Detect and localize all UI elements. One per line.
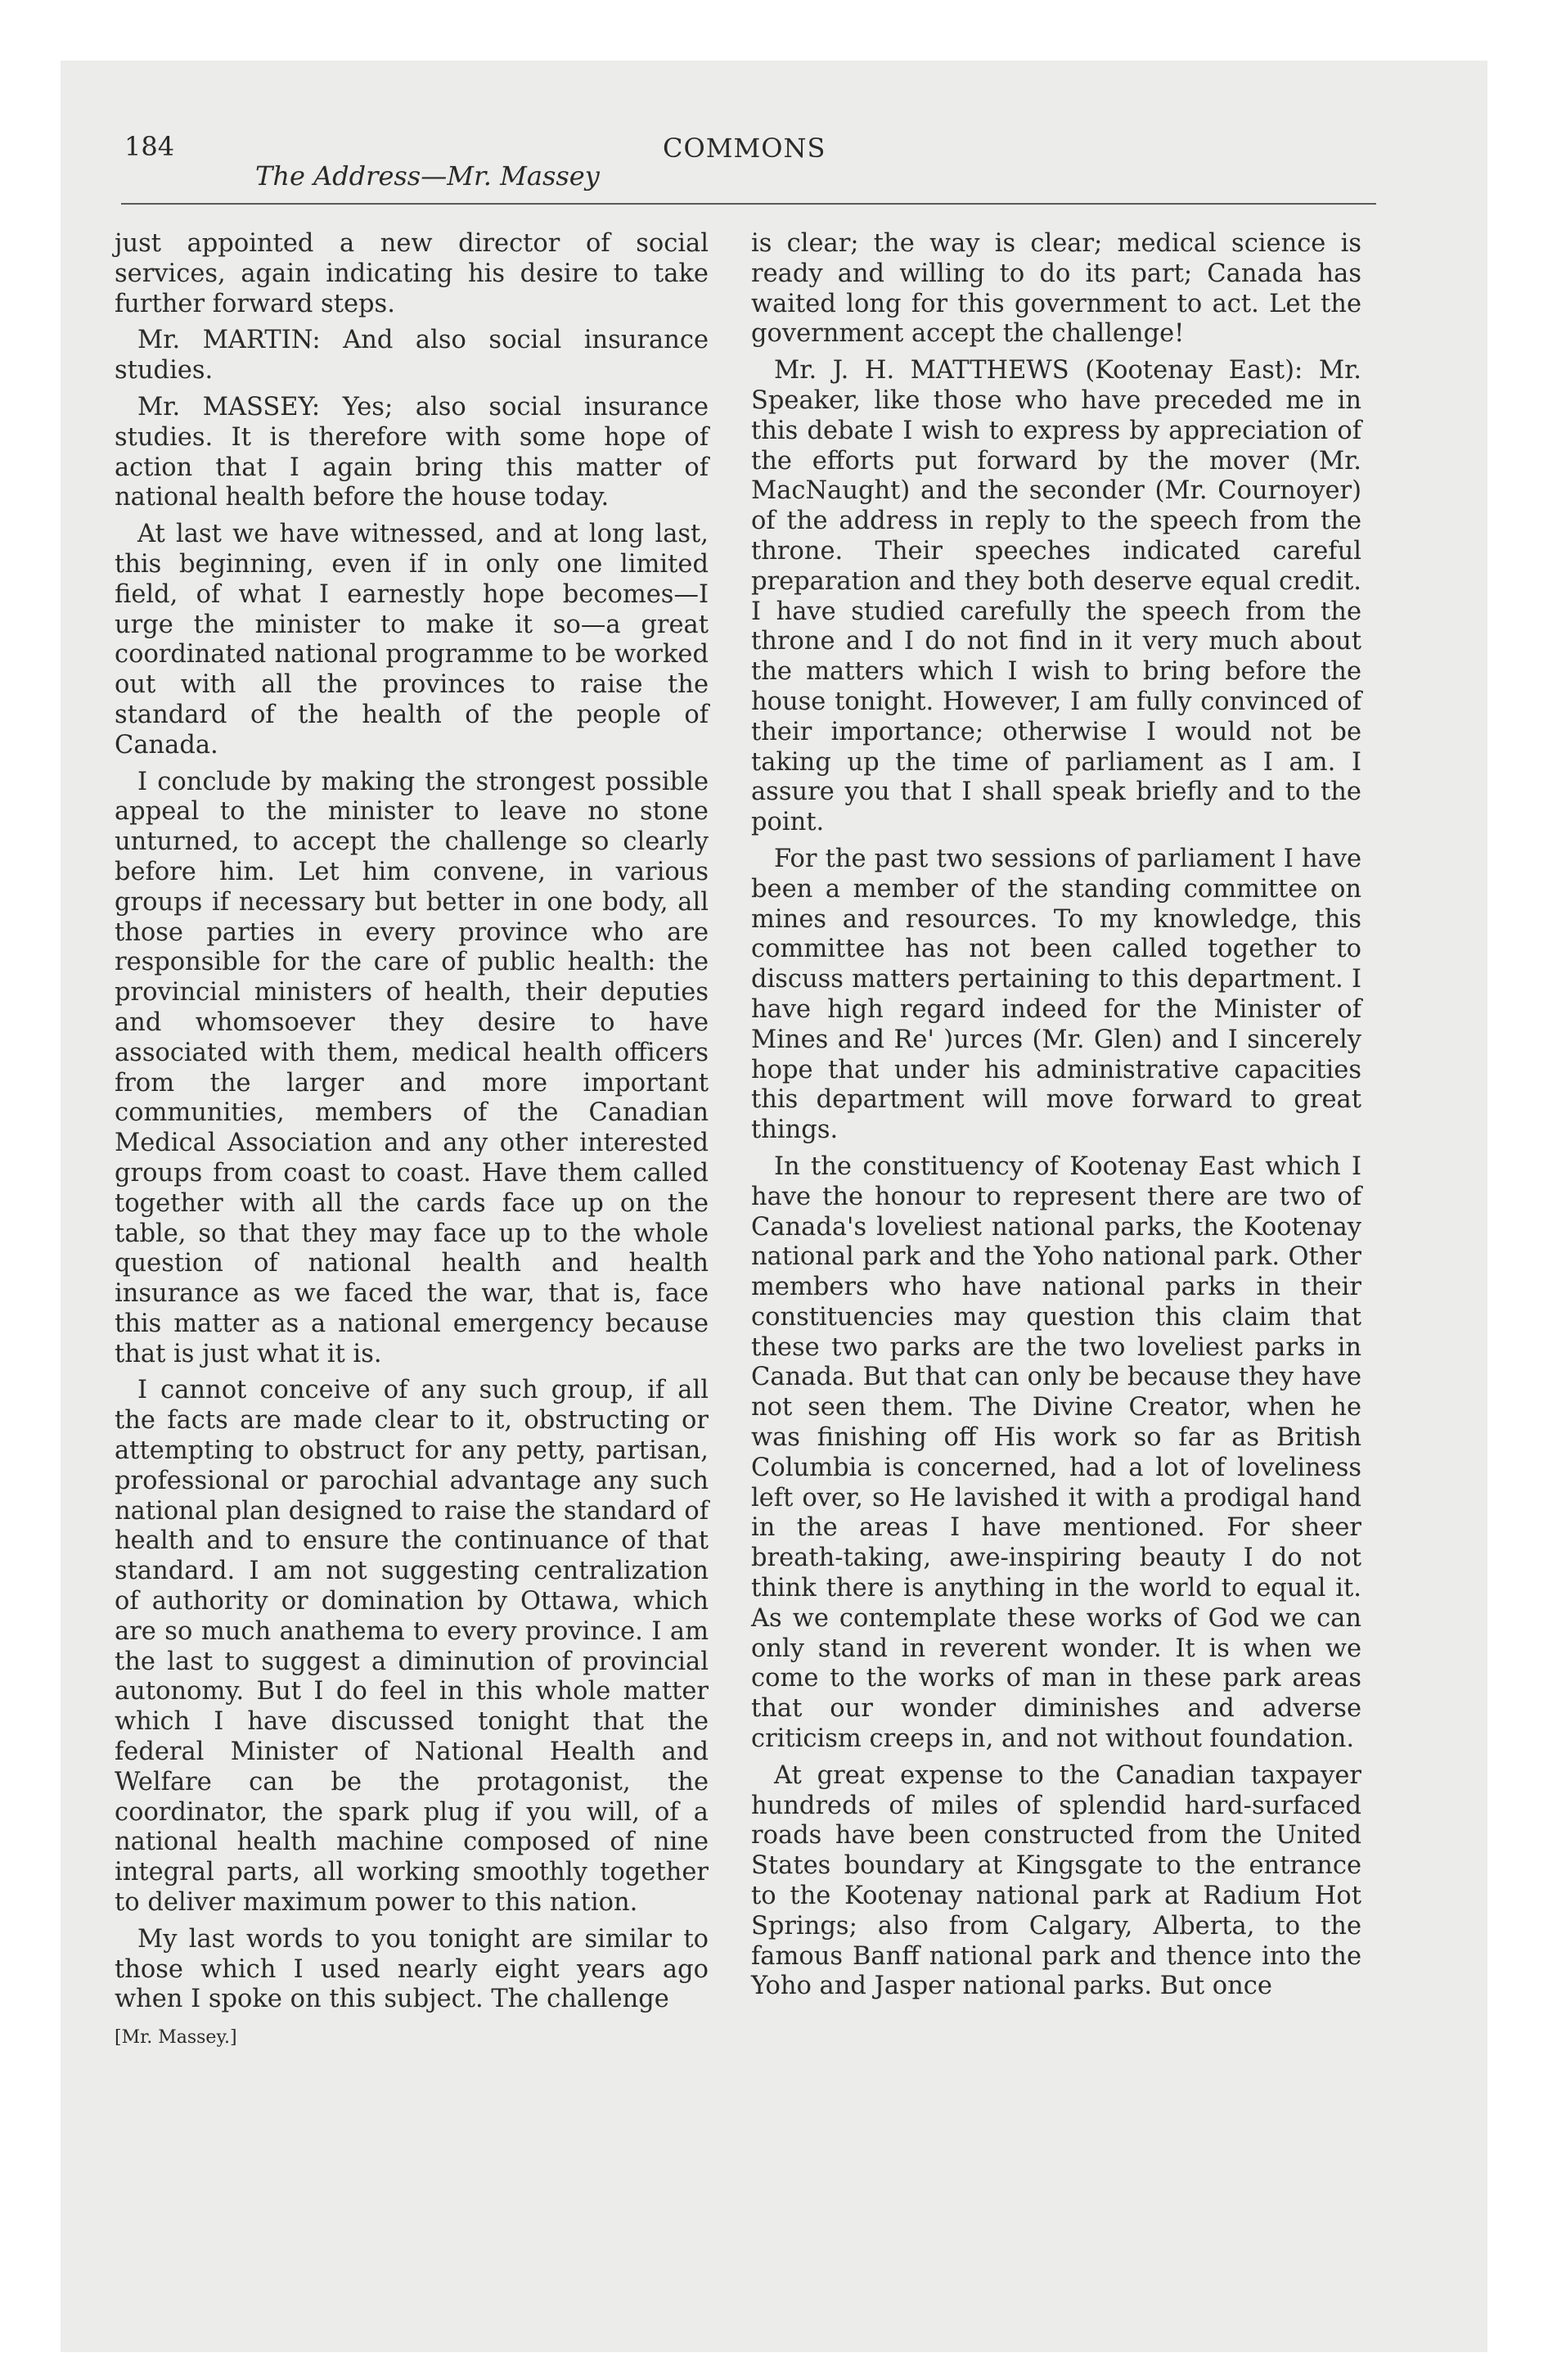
left-column [115,229,709,2053]
paragraph: just appointed a new director of social services, again indicating his desire to take further forward steps. [115,229,709,318]
page-number: 184 [124,131,175,162]
paragraph: is clear; the way is clear; medical science is ready and willing to do its part; Canada has waited long for this government to act. Let the government accept the challenge! [751,229,1361,349]
section-subtitle: The Address—Mr. Massey [255,160,600,192]
right-column [751,229,1361,2008]
paragraph: My last words to you tonight are similar to those which I used nearly eight years ago when I spoke on this subject. The challenge [115,1924,709,2014]
header-divider [121,203,1376,205]
running-title: COMMONS [663,133,826,164]
paragraph: Mr. J. H. MATTHEWS (Kootenay East): Mr. Speaker, like those who have preceded me in this debate I wish to express by appreciation of the efforts put forward by the mover (Mr. MacNaught) and the seconder (Mr. Cournoyer) of the address in reply to the speech from the throne. Their speeches indicated careful preparation and they both deserve equal credit. I have studied carefully the speech from the throne and I do not find in it very much about the matters which I wish to bring before the house tonight. However, I am fully convinced of their importance; otherwise I would not be taking up the time of parliament as I am. I assure you that I shall speak briefly and to the point. [751,356,1361,837]
paragraph: For the past two sessions of parliament I have been a member of the standing committee on mines and resources. To my knowledge, this committee has not been called together to discuss matters pertaining to this department. I have high regard indeed for the Minister of Mines and Re' )urces (Mr. Glen) and I sincerely hope that under his administrative capacities this department will move forward to great things. [751,844,1361,1145]
paragraph: I conclude by making the strongest possible appeal to the minister to leave no stone unturned, to accept the challenge so clearly before him. Let him convene, in various groups if necessary but better in one body, all those parties in every province who are responsible for the care of public health: the provincial ministers of health, their deputies and whomsoever they desire to have associated with them, medical health officers from the larger and more important communities, members of the Canadian Medical Association and any other interested groups from coast to coast. Have them called together with all the cards face up on the table, so that they may face up to the whole question of national health and health insurance as we faced the war, that is, face this matter as a national emergency because that is just what it is. [115,767,709,1368]
paragraph: I cannot conceive of any such group, if all the facts are made clear to it, obstructing or attempting to obstruct for any petty, partisan, professional or parochial advantage any such national plan designed to raise the standard of health and to ensure the continuance of that standard. I am not suggesting centralization of authority or domination by Ottawa, which are so much anathema to every province. I am the last to suggest a diminution of provincial autonomy. But I do feel in this whole matter which I have discussed tonight that the federal Minister of National Health and Welfare can be the protagonist, the coordinator, the spark plug if you will, of a national health machine composed of nine integral parts, all working smoothly together to deliver maximum power to this nation. [115,1376,709,1918]
paragraph: In the constituency of Kootenay East which I have the honour to represent there are two of Canada's loveliest national parks, the Kootenay national park and the Yoho national park. Other members who have national parks in their constituencies may question this claim that these two parks are the two loveliest parks in Canada. But that can only be because they have not seen them. The Divine Creator, when he was finishing off His work so far as British Columbia is concerned, had a lot of loveliness left over, so He lavished it with a prodigal hand in the areas I have mentioned. For sheer breath-taking, awe-inspiring beauty I do not think there is anything in the world to equal it. As we contemplate these works of God we can only stand in reverent wonder. It is when we come to the works of man in these park areas that our wonder diminishes and adverse criticism creeps in, and not without foundation. [751,1152,1361,1754]
paragraph: Mr. MARTIN: And also social insurance studies. [115,326,709,385]
paragraph: At great expense to the Canadian taxpayer hundreds of miles of splendid hard-surfaced roads have been constructed from the United States boundary at Kingsgate to the entrance to the Kootenay national park at Radium Hot Springs; also from Calgary, Alberta, to the famous Banff national park and thence into the Yoho and Jasper national parks. But once [751,1760,1361,2001]
paragraph: At last we have witnessed, and at long last, this beginning, even if in only one limited field, of what I earnestly hope becomes—I urge the minister to make it so—a great coordinated national programme to be worked out with all the provinces to raise the standard of the health of the people of Canada. [115,520,709,760]
speaker-footer: [Mr. Massey.] [115,2027,237,2049]
paragraph: Mr. MASSEY: Yes; also social insurance studies. It is therefore with some hope of action that I again bring this matter of national health before the house today. [115,392,709,512]
